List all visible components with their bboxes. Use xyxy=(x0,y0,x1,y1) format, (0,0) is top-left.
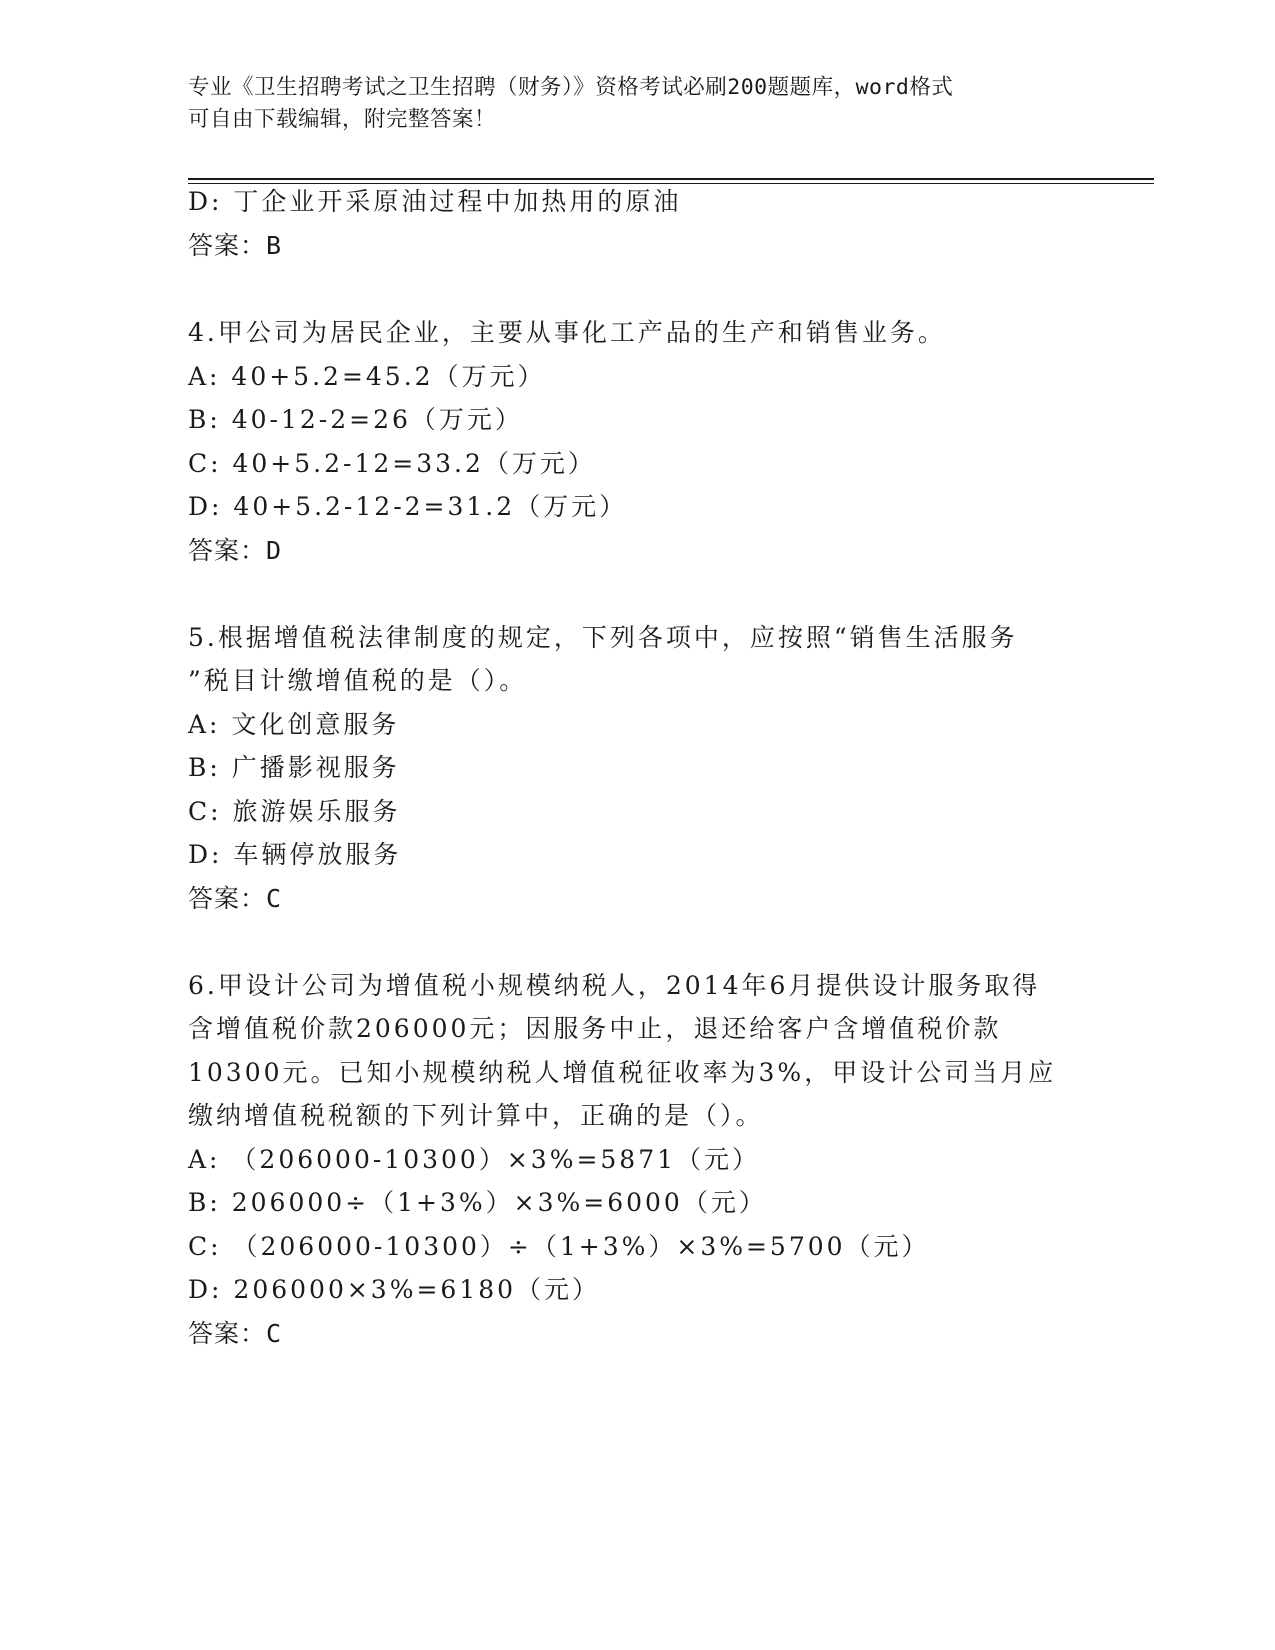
q6-option-a: A: （206000-10300）×3%=5871（元） xyxy=(188,1145,761,1174)
header-title-line2: 可自由下载编辑，附完整答案！ xyxy=(188,107,497,132)
q5-option-d: D: 车辆停放服务 xyxy=(188,840,402,869)
q4-stem: 4.甲公司为居民企业，主要从事化工产品的生产和销售业务。 xyxy=(188,318,946,347)
q6-stem-line3: 10300元。已知小规模纳税人增值税征收率为3%，甲设计公司当月应 xyxy=(188,1058,1057,1087)
q5-answer: 答案：C xyxy=(188,884,283,913)
q4-option-d: D: 40+5.2-12-2=31.2（万元） xyxy=(188,492,628,521)
q5-option-a: A: 文化创意服务 xyxy=(188,710,400,739)
q6-option-d: D: 206000×3%=6180（元） xyxy=(188,1275,601,1304)
q3-option-d: D: 丁企业开采原油过程中加热用的原油 xyxy=(188,187,682,216)
q5-option-c: C: 旅游娱乐服务 xyxy=(188,797,401,826)
q4-option-c: C: 40+5.2-12=33.2（万元） xyxy=(188,449,596,478)
q6-stem-line4: 缴纳增值税税额的下列计算中，正确的是（）。 xyxy=(188,1101,764,1130)
q6-option-b: B: 206000÷（1+3%）×3%=6000（元） xyxy=(188,1188,767,1217)
header-divider-thick xyxy=(188,178,1154,180)
header-title-line1: 专业《卫生招聘考试之卫生招聘（财务）》资格考试必刷200题题库，word格式 xyxy=(188,75,954,100)
q5-option-b: B: 广播影视服务 xyxy=(188,753,400,782)
q6-stem-line2: 含增值税价款206000元；因服务中止，退还给客户含增值税价款 xyxy=(188,1014,1002,1043)
q4-option-b: B: 40-12-2=26（万元） xyxy=(188,405,523,434)
q6-answer: 答案：C xyxy=(188,1319,283,1348)
q6-option-c: C: （206000-10300）÷（1+3%）×3%=5700（元） xyxy=(188,1232,930,1261)
q4-option-a: A: 40+5.2=45.2（万元） xyxy=(188,362,546,391)
document-header xyxy=(188,72,1068,136)
q6-stem-line1: 6.甲设计公司为增值税小规模纳税人，2014年6月提供设计服务取得 xyxy=(188,971,1041,1000)
q4-answer: 答案：D xyxy=(188,536,283,565)
q5-stem-line2: ”税目计缴增值税的是（）。 xyxy=(188,666,528,695)
q5-stem-line1: 5.根据增值税法律制度的规定，下列各项中，应按照“销售生活服务 xyxy=(188,623,1018,652)
q3-answer: 答案：B xyxy=(188,231,283,260)
header-divider-thin xyxy=(188,183,1154,184)
